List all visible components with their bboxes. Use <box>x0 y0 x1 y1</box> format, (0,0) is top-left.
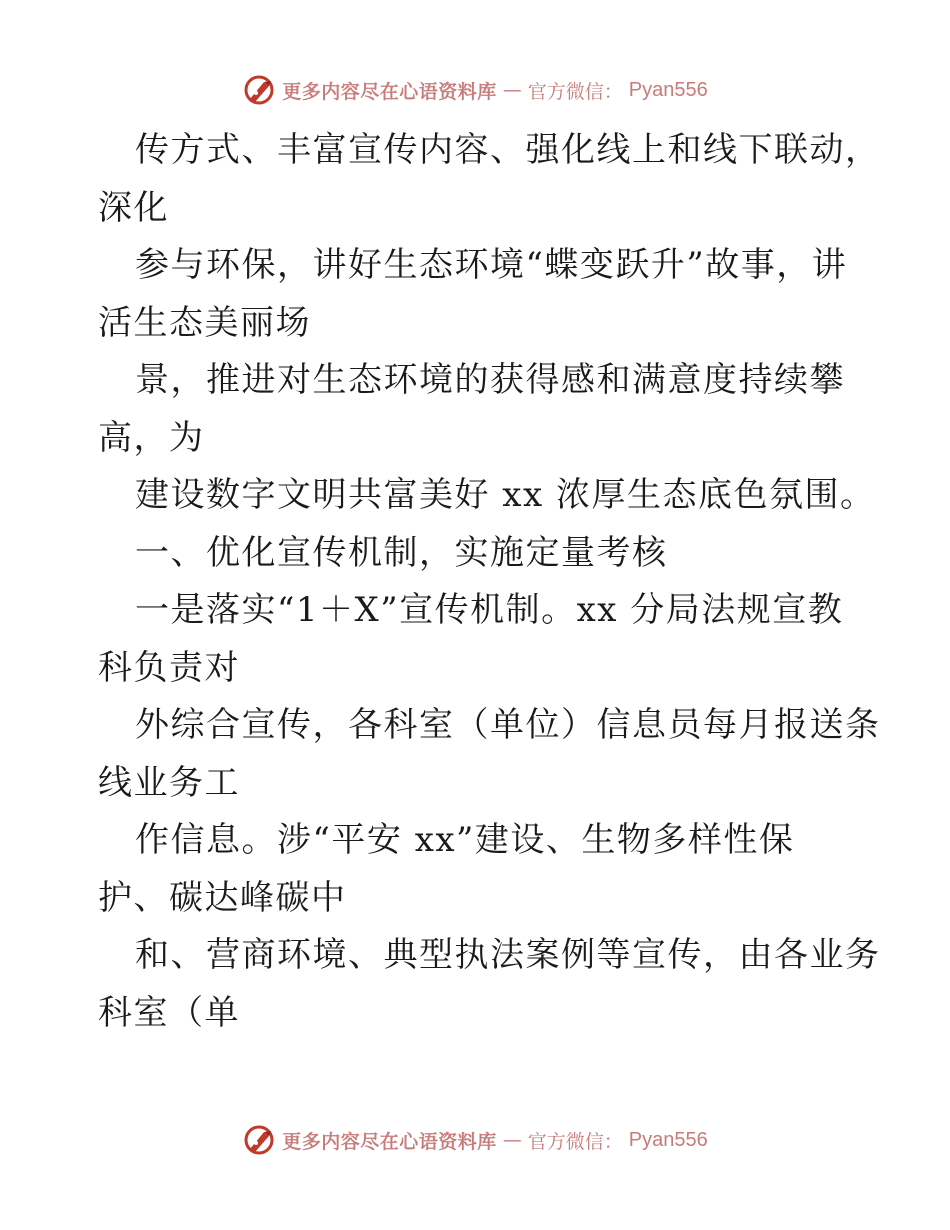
pen-nib-icon <box>242 1123 276 1157</box>
body-line-15: 和、营商环境、典型执法案例等宣传，由各业务 <box>135 935 881 975</box>
header-watermark <box>0 70 950 110</box>
document-body <box>98 122 881 1042</box>
body-line-11: 外综合宣传，各科室（单位）信息员每月报送条 <box>135 705 881 745</box>
footer-watermark <box>0 1120 950 1160</box>
body-line-4: 活生态美丽场 <box>98 302 311 343</box>
body-line-5: 景，推进对生态环境的获得感和满意度持续攀 <box>135 360 845 400</box>
watermark-wechat-label: 官方微信： <box>527 80 623 103</box>
body-line-6: 高，为 <box>98 417 205 458</box>
watermark-dash: — <box>502 79 522 101</box>
watermark-wechat-id: Pyan556 <box>628 1128 708 1151</box>
watermark-brand: 更多内容尽在心语资料库 <box>282 1130 497 1153</box>
watermark-wechat-label: 官方微信： <box>527 1130 623 1153</box>
watermark-brand: 更多内容尽在心语资料库 <box>282 80 497 103</box>
watermark-wechat-id: Pyan556 <box>628 78 708 101</box>
body-line-7: 建设数字文明共富美好 xx 浓厚生态底色氛围。 <box>135 475 876 515</box>
body-line-10: 科负责对 <box>98 647 240 688</box>
body-line-16: 科室（单 <box>98 992 240 1033</box>
watermark-dash: — <box>502 1129 522 1151</box>
body-line-1: 传方式、丰富宣传内容、强化线上和线下联动， <box>135 130 881 170</box>
body-line-12: 线业务工 <box>98 762 240 803</box>
body-line-2: 深化 <box>98 187 169 228</box>
body-line-13: 作信息。涉“平安 xx”建设、生物多样性保 <box>135 820 795 860</box>
section-heading: 一、优化宣传机制，实施定量考核 <box>135 532 668 573</box>
body-line-3: 参与环保，讲好生态环境“蝶变跃升”故事，讲 <box>135 245 848 285</box>
pen-nib-icon <box>242 73 276 107</box>
body-line-14: 护、碳达峰碳中 <box>98 877 347 918</box>
body-line-9: 一是落实“1＋X”宣传机制。xx 分局法规宣教 <box>135 590 844 630</box>
